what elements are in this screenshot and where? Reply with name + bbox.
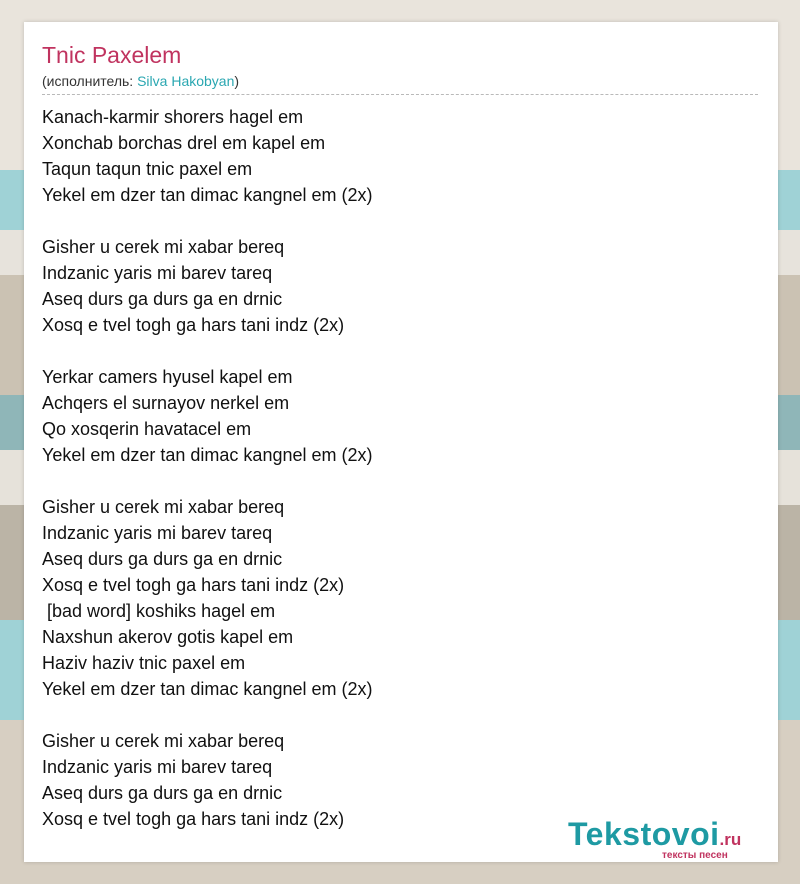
lyric-line: Gisher u cerek mi xabar bereq [42, 237, 285, 257]
stanza-gap [42, 208, 742, 234]
lyric-line: [bad word] koshiks hagel em [42, 601, 276, 621]
site-logo[interactable] [568, 816, 778, 866]
logo-tagline: тексты песен [662, 850, 728, 861]
lyric-line: Indzanic yaris mi barev tareq [42, 263, 273, 283]
performer-suffix: ) [234, 73, 240, 89]
lyric-line: Aseq durs ga durs ga en drnic [42, 783, 283, 803]
stanza-3 [42, 364, 742, 468]
lyric-line: Yekel em dzer tan dimac kangnel em (2x) [42, 445, 373, 465]
lyric-line: Yekel em dzer tan dimac kangnel em (2x) [42, 185, 373, 205]
lyric-line: Taqun taqun tnic paxel em [42, 159, 253, 179]
lyric-line: Xosq e tvel togh ga hars tani indz (2x) [42, 575, 345, 595]
lyric-line: Aseq durs ga durs ga en drnic [42, 289, 283, 309]
lyric-line: Indzanic yaris mi barev tareq [42, 757, 273, 777]
lyric-line: Xosq e tvel togh ga hars tani indz (2x) [42, 809, 345, 829]
lyrics-card [24, 22, 778, 862]
lyric-line: Achqers el surnayov nerkel em [42, 393, 290, 413]
lyric-line: Qo xosqerin havatacel em [42, 419, 252, 439]
lyric-line: Kanach-karmir shorers hagel em [42, 107, 304, 127]
performer-line [42, 73, 239, 89]
lyric-line: Naxshun akerov gotis kapel em [42, 627, 294, 647]
logo-wordmark [568, 816, 741, 853]
stanza-gap [42, 702, 742, 728]
lyric-line: Aseq durs ga durs ga en drnic [42, 549, 283, 569]
lyric-line: Yekel em dzer tan dimac kangnel em (2x) [42, 679, 373, 699]
lyric-line: Yerkar camers hyusel kapel em [42, 367, 293, 387]
dashed-divider [42, 94, 758, 95]
logo-name: Tekstovoi [568, 816, 720, 852]
stanza-4 [42, 494, 742, 702]
lyric-line: Gisher u cerek mi xabar bereq [42, 731, 285, 751]
song-title: Tnic Paxelem [42, 42, 182, 68]
performer-prefix: (исполнитель: [42, 73, 138, 89]
lyric-line: Gisher u cerek mi xabar bereq [42, 497, 285, 517]
lyric-line: Xonchab borchas drel em kapel em [42, 133, 326, 153]
stanza-gap [42, 468, 742, 494]
stanza-gap [42, 338, 742, 364]
lyrics-body [42, 104, 742, 832]
lyric-line: Haziv haziv tnic paxel em [42, 653, 246, 673]
logo-tld: .ru [719, 830, 742, 849]
lyric-line: Indzanic yaris mi barev tareq [42, 523, 273, 543]
stanza-2 [42, 234, 742, 338]
performer-link[interactable]: Silva Hakobyan [137, 73, 235, 89]
stanza-1 [42, 104, 742, 208]
lyric-line: Xosq e tvel togh ga hars tani indz (2x) [42, 315, 345, 335]
